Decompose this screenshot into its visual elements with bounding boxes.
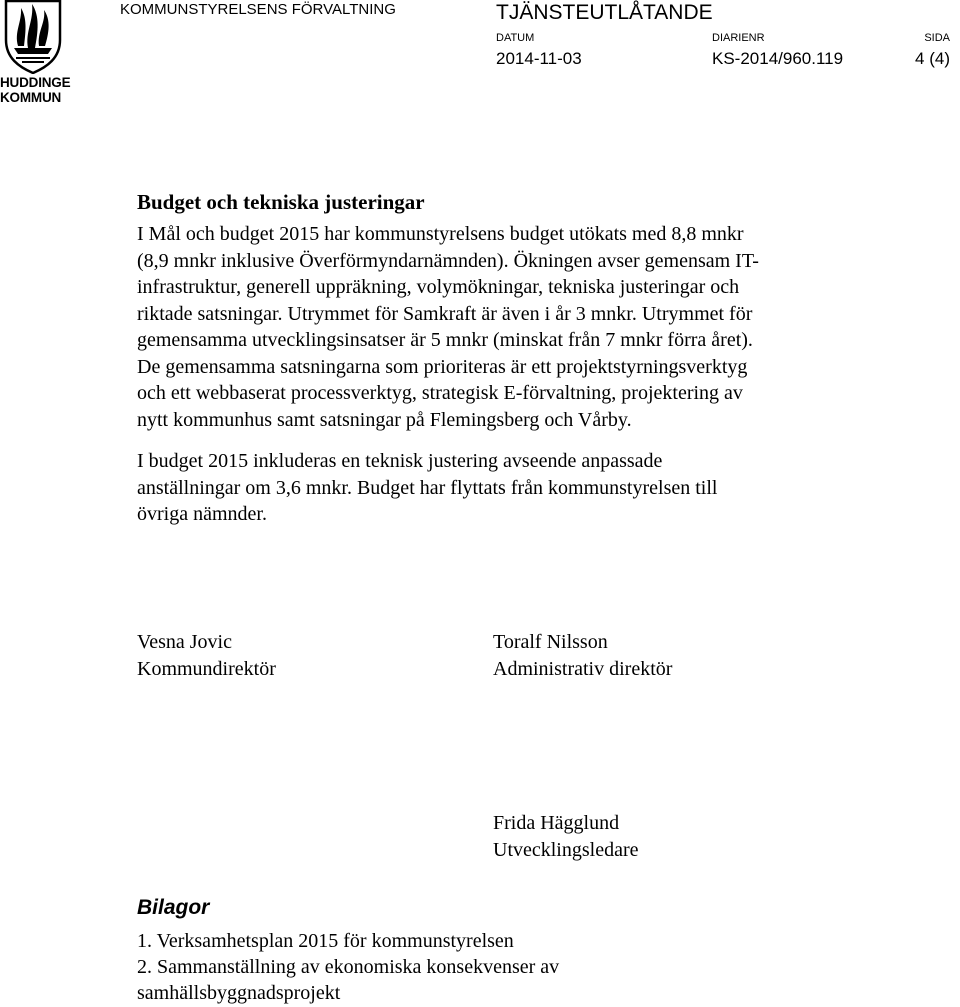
section-heading: Budget och tekniska justeringar (137, 190, 425, 214)
logo-line: HUDDINGE (0, 75, 71, 90)
logo-wordmark (0, 75, 70, 105)
signatory-title: Kommundirektör (137, 658, 276, 680)
text-line: riktade satsningar. Utrymmet för Samkraft är även i år 3 mnkr. Utrymmet för (137, 302, 753, 325)
diarienr-value: KS-2014/960.119 (712, 49, 844, 68)
text-line: De gemensamma satsningarna som prioriteras är ett projektstyrningsverktyg (137, 355, 748, 378)
organization-name: KOMMUNSTYRELSENS FÖRVALTNING (120, 1, 396, 18)
document-type: TJÄNSTEUTLÅTANDE (496, 1, 713, 24)
attachments-list (137, 928, 559, 1006)
date-value: 2014-11-03 (496, 49, 582, 68)
list-item-text: 2. Sammanställning av ekonomiska konsekvenser av (137, 956, 560, 978)
signature-block (137, 629, 276, 683)
signature-block (493, 810, 639, 864)
text-line: övriga nämnder. (137, 503, 267, 525)
text-line: och ett webbaserat processverktyg, strategisk E-förvaltning, projektering av (137, 382, 743, 404)
date-label: DATUM (496, 32, 535, 44)
text-line: nytt kommunhus samt satsningar på Flemingsberg och Vårby. (137, 408, 632, 431)
paragraph-adjustment (137, 448, 857, 528)
signature-block (493, 629, 672, 683)
text-line: I budget 2015 inkluderas en teknisk justering avseende anpassade (137, 450, 663, 472)
signatory-name: Frida Hägglund (493, 812, 620, 834)
text-line: gemensamma utvecklingsinsatser är 5 mnkr (minskat från 7 mnkr förra året). (137, 329, 753, 351)
attachments-heading: Bilagor (137, 896, 210, 919)
signatory-name: Vesna Jovic (137, 631, 232, 653)
signatory-name: Toralf Nilsson (493, 631, 608, 653)
list-item-text: samhällsbyggnadsprojekt (137, 982, 341, 1004)
signatory-title: Utvecklingsledare (493, 839, 639, 861)
list-item-text: 1. Verksamhetsplan 2015 för kommunstyrelsen (137, 930, 514, 952)
text-line: I Mål och budget 2015 har kommunstyrelsens budget utökats med 8,8 mnkr (137, 223, 744, 245)
diarienr-label: DIARIENR (712, 32, 765, 44)
text-line: infrastruktur, generell uppräkning, volymökningar, tekniska justeringar och (137, 276, 740, 298)
logo-line: KOMMUN (0, 90, 62, 105)
paragraph-budget (137, 221, 857, 433)
page-label: SIDA (924, 32, 950, 44)
list-item (137, 954, 559, 1006)
text-line: (8,9 mnkr inklusive Överförmyndarnämnden). Ökningen avser gemensam IT- (137, 249, 759, 272)
signatory-title: Administrativ direktör (493, 658, 673, 680)
coat-of-arms-icon (4, 0, 62, 74)
municipality-logo (0, 0, 71, 108)
list-item (137, 928, 559, 954)
text-line: anställningar om 3,6 mnkr. Budget har flyttats från kommunstyrelsen till (137, 476, 718, 499)
page-number: 4 (4) (915, 49, 950, 68)
